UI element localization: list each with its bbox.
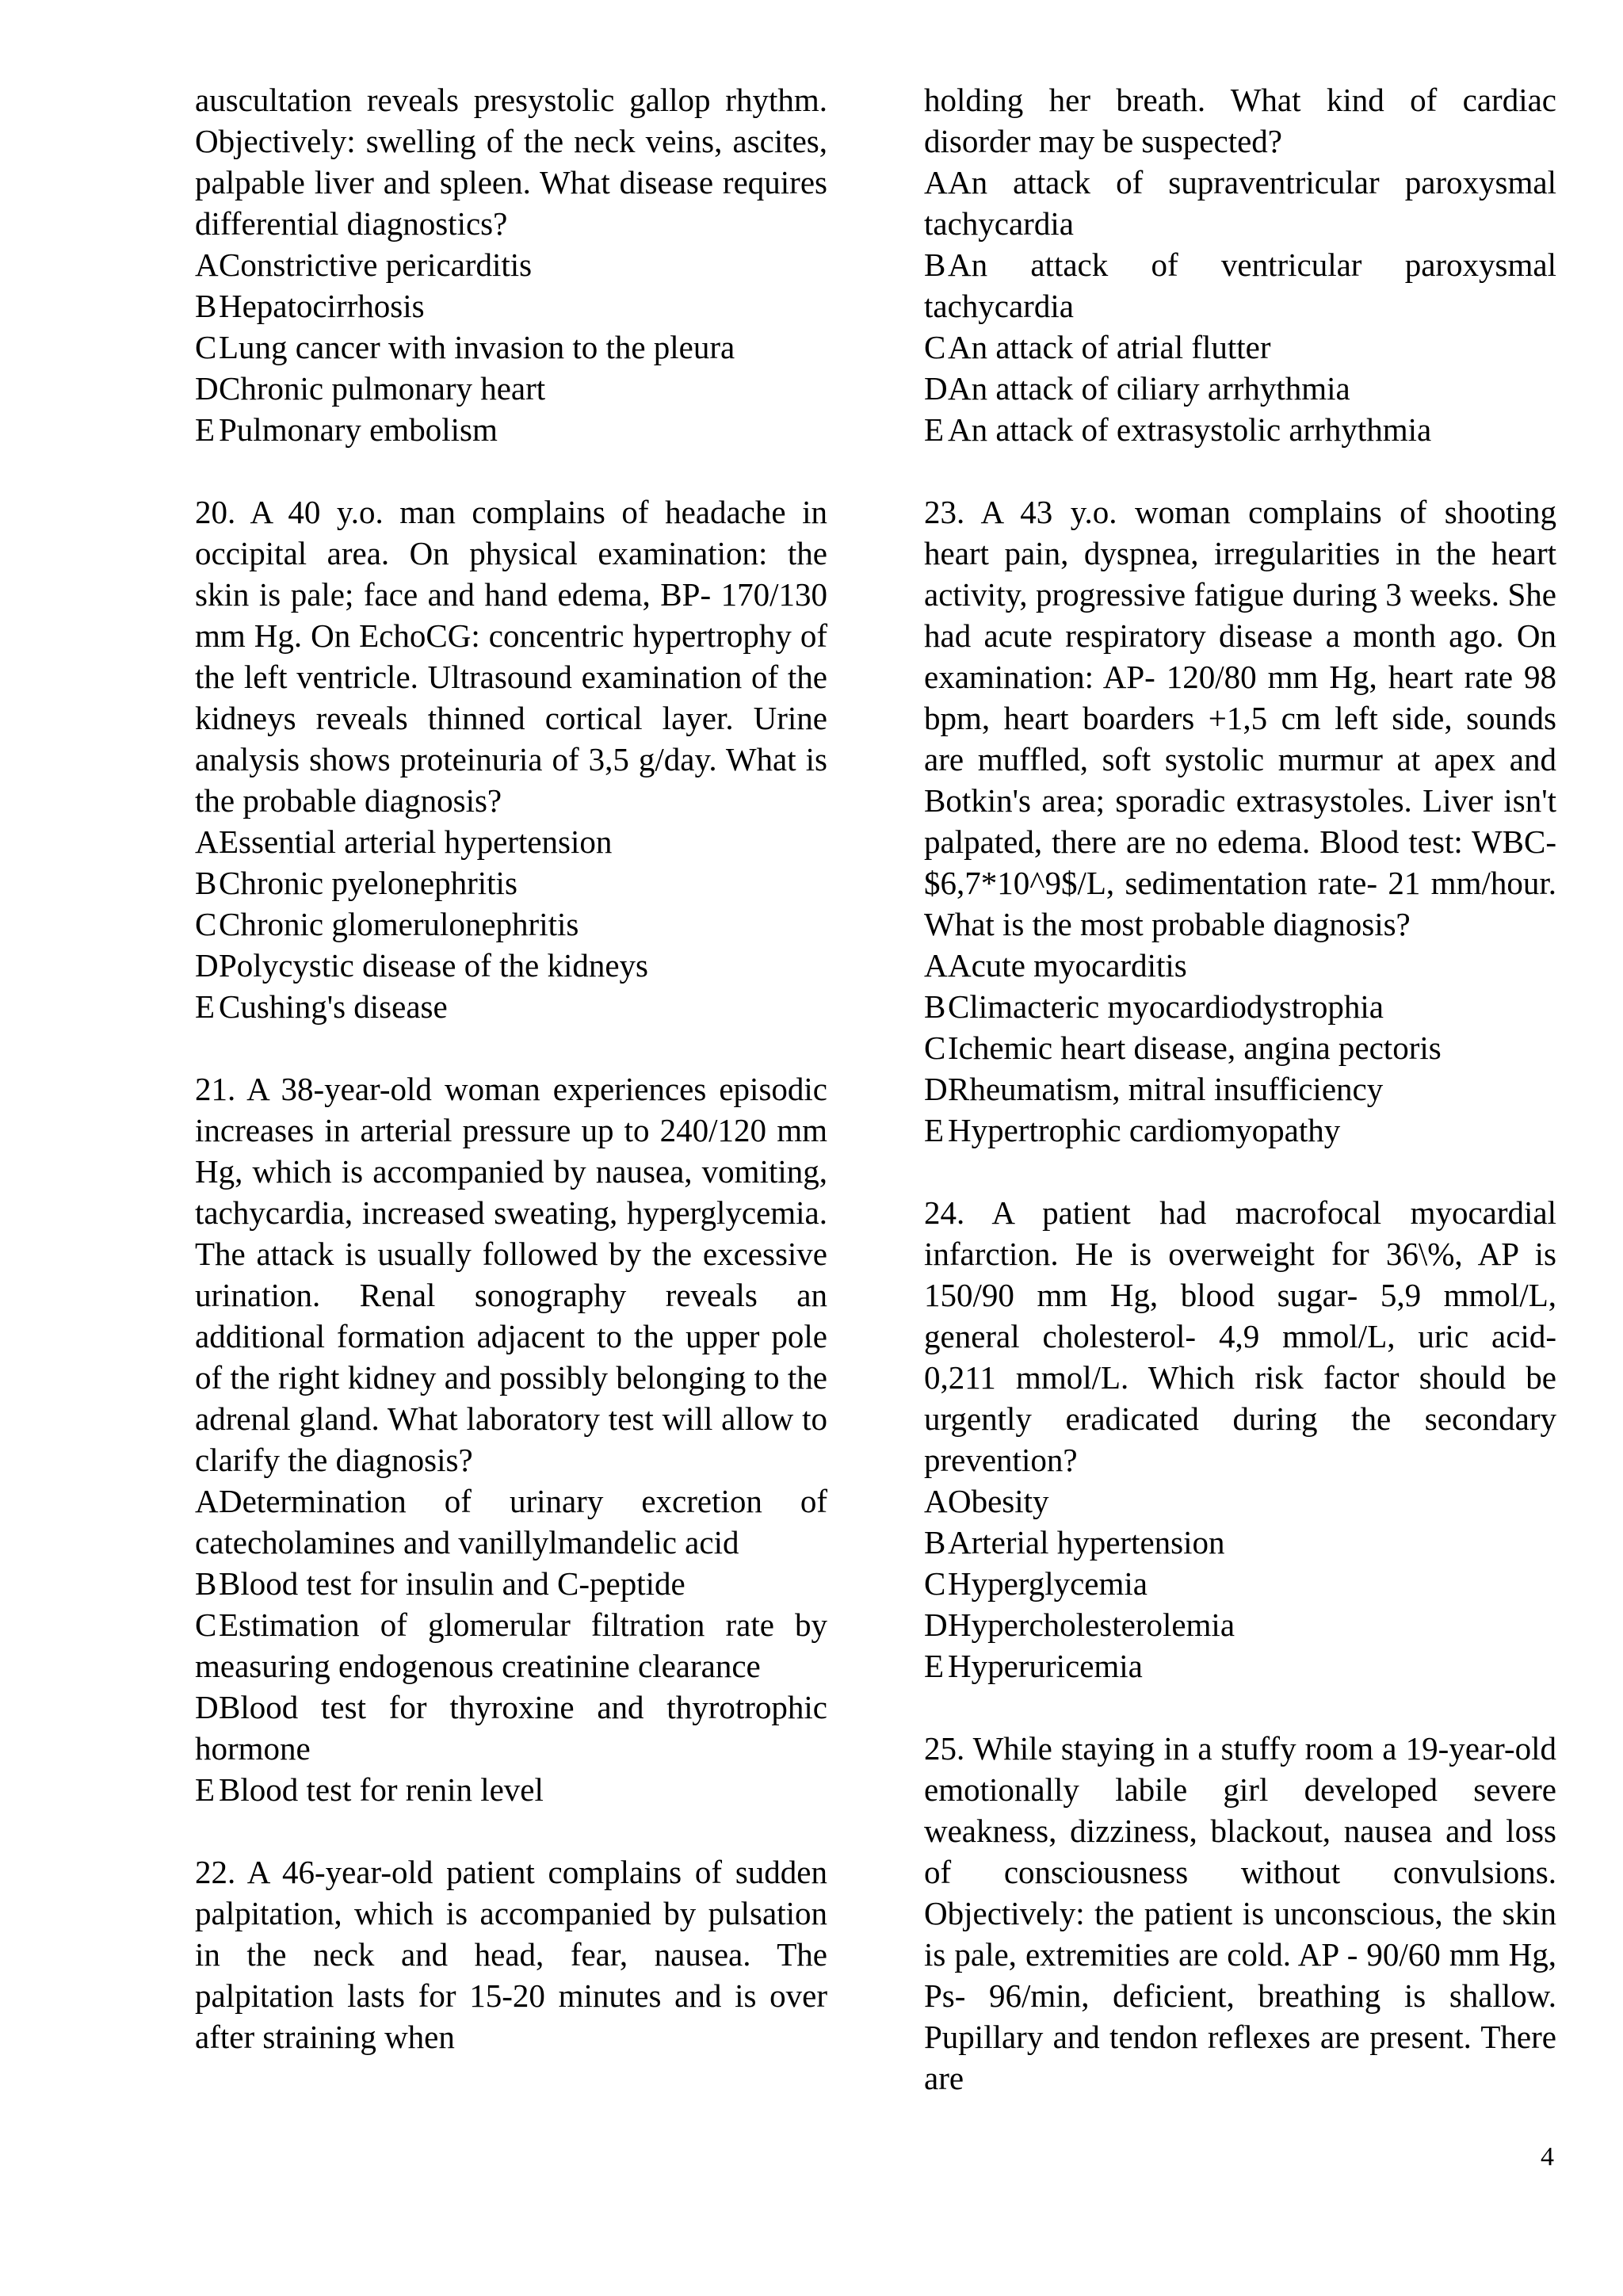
- answer-option-b: [924, 986, 1556, 1027]
- answer-option-a: [924, 945, 1556, 986]
- answer-text: Hyperuricemia: [948, 1648, 1143, 1684]
- answer-text: An attack of atrial flutter: [948, 329, 1271, 365]
- answer-letter: A: [195, 1483, 219, 1519]
- answer-letter: D: [924, 1606, 948, 1643]
- answer-letter: A: [195, 246, 219, 283]
- left-column: [195, 79, 827, 2057]
- answer-text: Hyperglycemia: [948, 1565, 1148, 1602]
- answer-letter: C: [924, 329, 946, 365]
- answer-text: Chronic pyelonephritis: [219, 865, 517, 901]
- answer-option-c: [924, 327, 1556, 368]
- answer-text: Blood test for thyroxine and thyrotrophic hormone: [195, 1689, 827, 1767]
- answer-option-a: [924, 1480, 1556, 1522]
- answer-text: Hypertrophic cardiomyopathy: [948, 1112, 1341, 1148]
- question-gap: [924, 1687, 1556, 1728]
- answer-option-b: [924, 1522, 1556, 1563]
- answer-letter: D: [195, 947, 219, 984]
- answer-text: Blood test for renin level: [219, 1771, 544, 1808]
- answer-option-e: [195, 986, 827, 1027]
- answer-text: Acute myocarditis: [948, 947, 1187, 984]
- answer-letter: E: [924, 411, 945, 448]
- question-block-q22-head: [195, 1851, 827, 2057]
- question-text: 22. A 46-year-old patient complains of sudden palpitation, which is accompanied by pulsation in the neck and head, fear, nausea. The palpitation lasts for 15-20 minutes and is over after straining when: [195, 1854, 827, 2055]
- answer-letter: C: [195, 1606, 217, 1643]
- answer-option-c: [195, 904, 827, 945]
- answer-letter: C: [195, 906, 217, 942]
- answer-text: Chronic pulmonary heart: [219, 370, 546, 407]
- question-gap: [924, 1151, 1556, 1192]
- question-block-q24: [924, 1192, 1556, 1687]
- answer-letter: B: [195, 865, 217, 901]
- answer-letter: B: [924, 1524, 946, 1561]
- answer-option-d: [924, 1068, 1556, 1110]
- answer-text: Climacteric myocardiodystrophia: [948, 988, 1384, 1025]
- question-gap: [195, 1027, 827, 1068]
- answer-letter: D: [924, 370, 948, 407]
- question-gap: [924, 450, 1556, 491]
- answer-text: Blood test for insulin and C-peptide: [219, 1565, 685, 1602]
- answer-text: An attack of extrasystolic arrhythmia: [948, 411, 1432, 448]
- answer-letter: B: [195, 288, 217, 324]
- question-block-q19-tail: [195, 79, 827, 450]
- answer-text: Determination of urinary excretion of catecholamines and vanillylmandelic acid: [195, 1483, 827, 1561]
- answer-text: Rheumatism, mitral insufficiency: [948, 1071, 1384, 1107]
- answer-text: Essential arterial hypertension: [219, 823, 613, 860]
- question-gap: [195, 450, 827, 491]
- answer-text: Chronic glomerulonephritis: [219, 906, 579, 942]
- answer-letter: E: [195, 1771, 216, 1808]
- answer-text: Cushing's disease: [219, 988, 448, 1025]
- answer-letter: C: [924, 1565, 946, 1602]
- answer-letter: E: [924, 1648, 945, 1684]
- answer-text: Lung cancer with invasion to the pleura: [219, 329, 735, 365]
- question-block-q22-tail: [924, 79, 1556, 450]
- answer-option-c: [924, 1027, 1556, 1068]
- answer-option-b: [195, 1563, 827, 1604]
- answer-letter: A: [924, 164, 948, 201]
- question-text: holding her breath. What kind of cardiac disorder may be suspected?: [924, 82, 1556, 159]
- answer-option-d: [924, 1604, 1556, 1645]
- answer-option-e: [924, 409, 1556, 450]
- question-text: auscultation reveals presystolic gallop rhythm. Objectively: swelling of the neck veins, ascites, palpable liver and spleen. What disease requires differential diagnostics?: [195, 82, 827, 242]
- page-number: 4: [1541, 2142, 1554, 2172]
- answer-letter: B: [924, 988, 946, 1025]
- question-text: 20. A 40 y.o. man complains of headache in occipital area. On physical examination: the skin is pale; face and hand edema, BP- 170/130 mm Hg. On EchoCG: concentric hypertrophy of the left ventricle. Ultrasound examination of the kidneys reveals thinned cortical layer. Urine analysis shows proteinuria of 3,5 g/day. What is the probable diagnosis?: [195, 494, 827, 819]
- answer-option-d: [924, 368, 1556, 409]
- question-text: 21. A 38-year-old woman experiences episodic increases in arterial pressure up to 240/120 mm Hg, which is accompanied by nausea, vomiting, tachycardia, increased sweating, hyperglycemia. The attack is usually followed by the excessive urination. Renal sonography reveals an additional formation adjacent to the upper pole of the right kidney and possibly belonging to the adrenal gland. What laboratory test will allow to clarify the diagnosis?: [195, 1071, 827, 1478]
- answer-letter: D: [195, 1689, 219, 1725]
- answer-option-b: [195, 862, 827, 904]
- answer-option-d: [195, 945, 827, 986]
- answer-option-a: [195, 244, 827, 285]
- answer-option-b: [924, 244, 1556, 327]
- answer-letter: A: [924, 947, 948, 984]
- answer-text: Polycystic disease of the kidneys: [219, 947, 649, 984]
- answer-text: Constrictive pericarditis: [219, 246, 533, 283]
- question-text: 25. While staying in a stuffy room a 19-year-old emotionally labile girl developed severe weakness, dizziness, blackout, nausea and loss of consciousness without convulsions. Objectively: the patient is unconscious, the skin is pale, extremities are cold. AP - 90/60 mm Hg, Ps- 96/min, deficient, breathing is shallow. Pupillary and tendon reflexes are present. There are: [924, 1730, 1556, 2096]
- answer-option-c: [195, 327, 827, 368]
- question-text: 24. A patient had macrofocal myocardial infarction. He is overweight for 36\%, AP is 150/90 mm Hg, blood sugar- 5,9 mmol/L, general cholesterol- 4,9 mmol/L, uric acid- 0,211 mmol/L. Which risk factor should be urgently eradicated during the secondary prevention?: [924, 1194, 1556, 1478]
- question-block-q20: [195, 491, 827, 1027]
- question-block-q21: [195, 1068, 827, 1810]
- answer-letter: B: [195, 1565, 217, 1602]
- question-text: 23. A 43 y.o. woman complains of shooting heart pain, dyspnea, irregularities in the heart activity, progressive fatigue during 3 weeks. She had acute respiratory disease a month ago. On examination: AP- 120/80 mm Hg, heart rate 98 bpm, heart boarders +1,5 cm left side, sounds are muffled, soft systolic murmur at apex and Botkin's area; sporadic extrasystoles. Liver isn't palpated, there are no edema. Blood test: WBC- $6,7*10^9$/L, sedimentation rate- 21 mm/hour. What is the most probable diagnosis?: [924, 494, 1556, 942]
- answer-letter: C: [924, 1030, 946, 1066]
- answer-option-b: [195, 285, 827, 327]
- answer-text: Obesity: [948, 1483, 1049, 1519]
- answer-option-a: [924, 162, 1556, 244]
- answer-text: Arterial hypertension: [948, 1524, 1225, 1561]
- right-column: [924, 79, 1556, 2099]
- answer-text: An attack of ciliary arrhythmia: [948, 370, 1350, 407]
- answer-text: Estimation of glomerular filtration rate by measuring endogenous creatinine clearance: [195, 1606, 827, 1684]
- answer-option-a: [195, 1480, 827, 1563]
- answer-letter: E: [924, 1112, 945, 1148]
- answer-text: Pulmonary embolism: [219, 411, 498, 448]
- question-gap: [195, 1810, 827, 1851]
- answer-letter: D: [195, 370, 219, 407]
- answer-option-e: [924, 1645, 1556, 1687]
- answer-text: Hepatocirrhosis: [219, 288, 425, 324]
- question-block-q23: [924, 491, 1556, 1151]
- answer-text: Ichemic heart disease, angina pectoris: [948, 1030, 1442, 1066]
- answer-letter: E: [195, 411, 216, 448]
- answer-option-d: [195, 1687, 827, 1769]
- answer-option-d: [195, 368, 827, 409]
- question-block-q25-head: [924, 1728, 1556, 2099]
- answer-option-e: [195, 409, 827, 450]
- answer-letter: A: [195, 823, 219, 860]
- answer-letter: E: [195, 988, 216, 1025]
- answer-option-c: [195, 1604, 827, 1687]
- answer-text: Hypercholesterolemia: [948, 1606, 1235, 1643]
- answer-text: An attack of ventricular paroxysmal tachycardia: [924, 246, 1556, 324]
- answer-option-e: [924, 1110, 1556, 1151]
- answer-letter: D: [924, 1071, 948, 1107]
- answer-option-c: [924, 1563, 1556, 1604]
- answer-letter: A: [924, 1483, 948, 1519]
- answer-option-e: [195, 1769, 827, 1810]
- answer-text: An attack of supraventricular paroxysmal tachycardia: [924, 164, 1556, 242]
- answer-option-a: [195, 821, 827, 862]
- answer-letter: B: [924, 246, 946, 283]
- answer-letter: C: [195, 329, 217, 365]
